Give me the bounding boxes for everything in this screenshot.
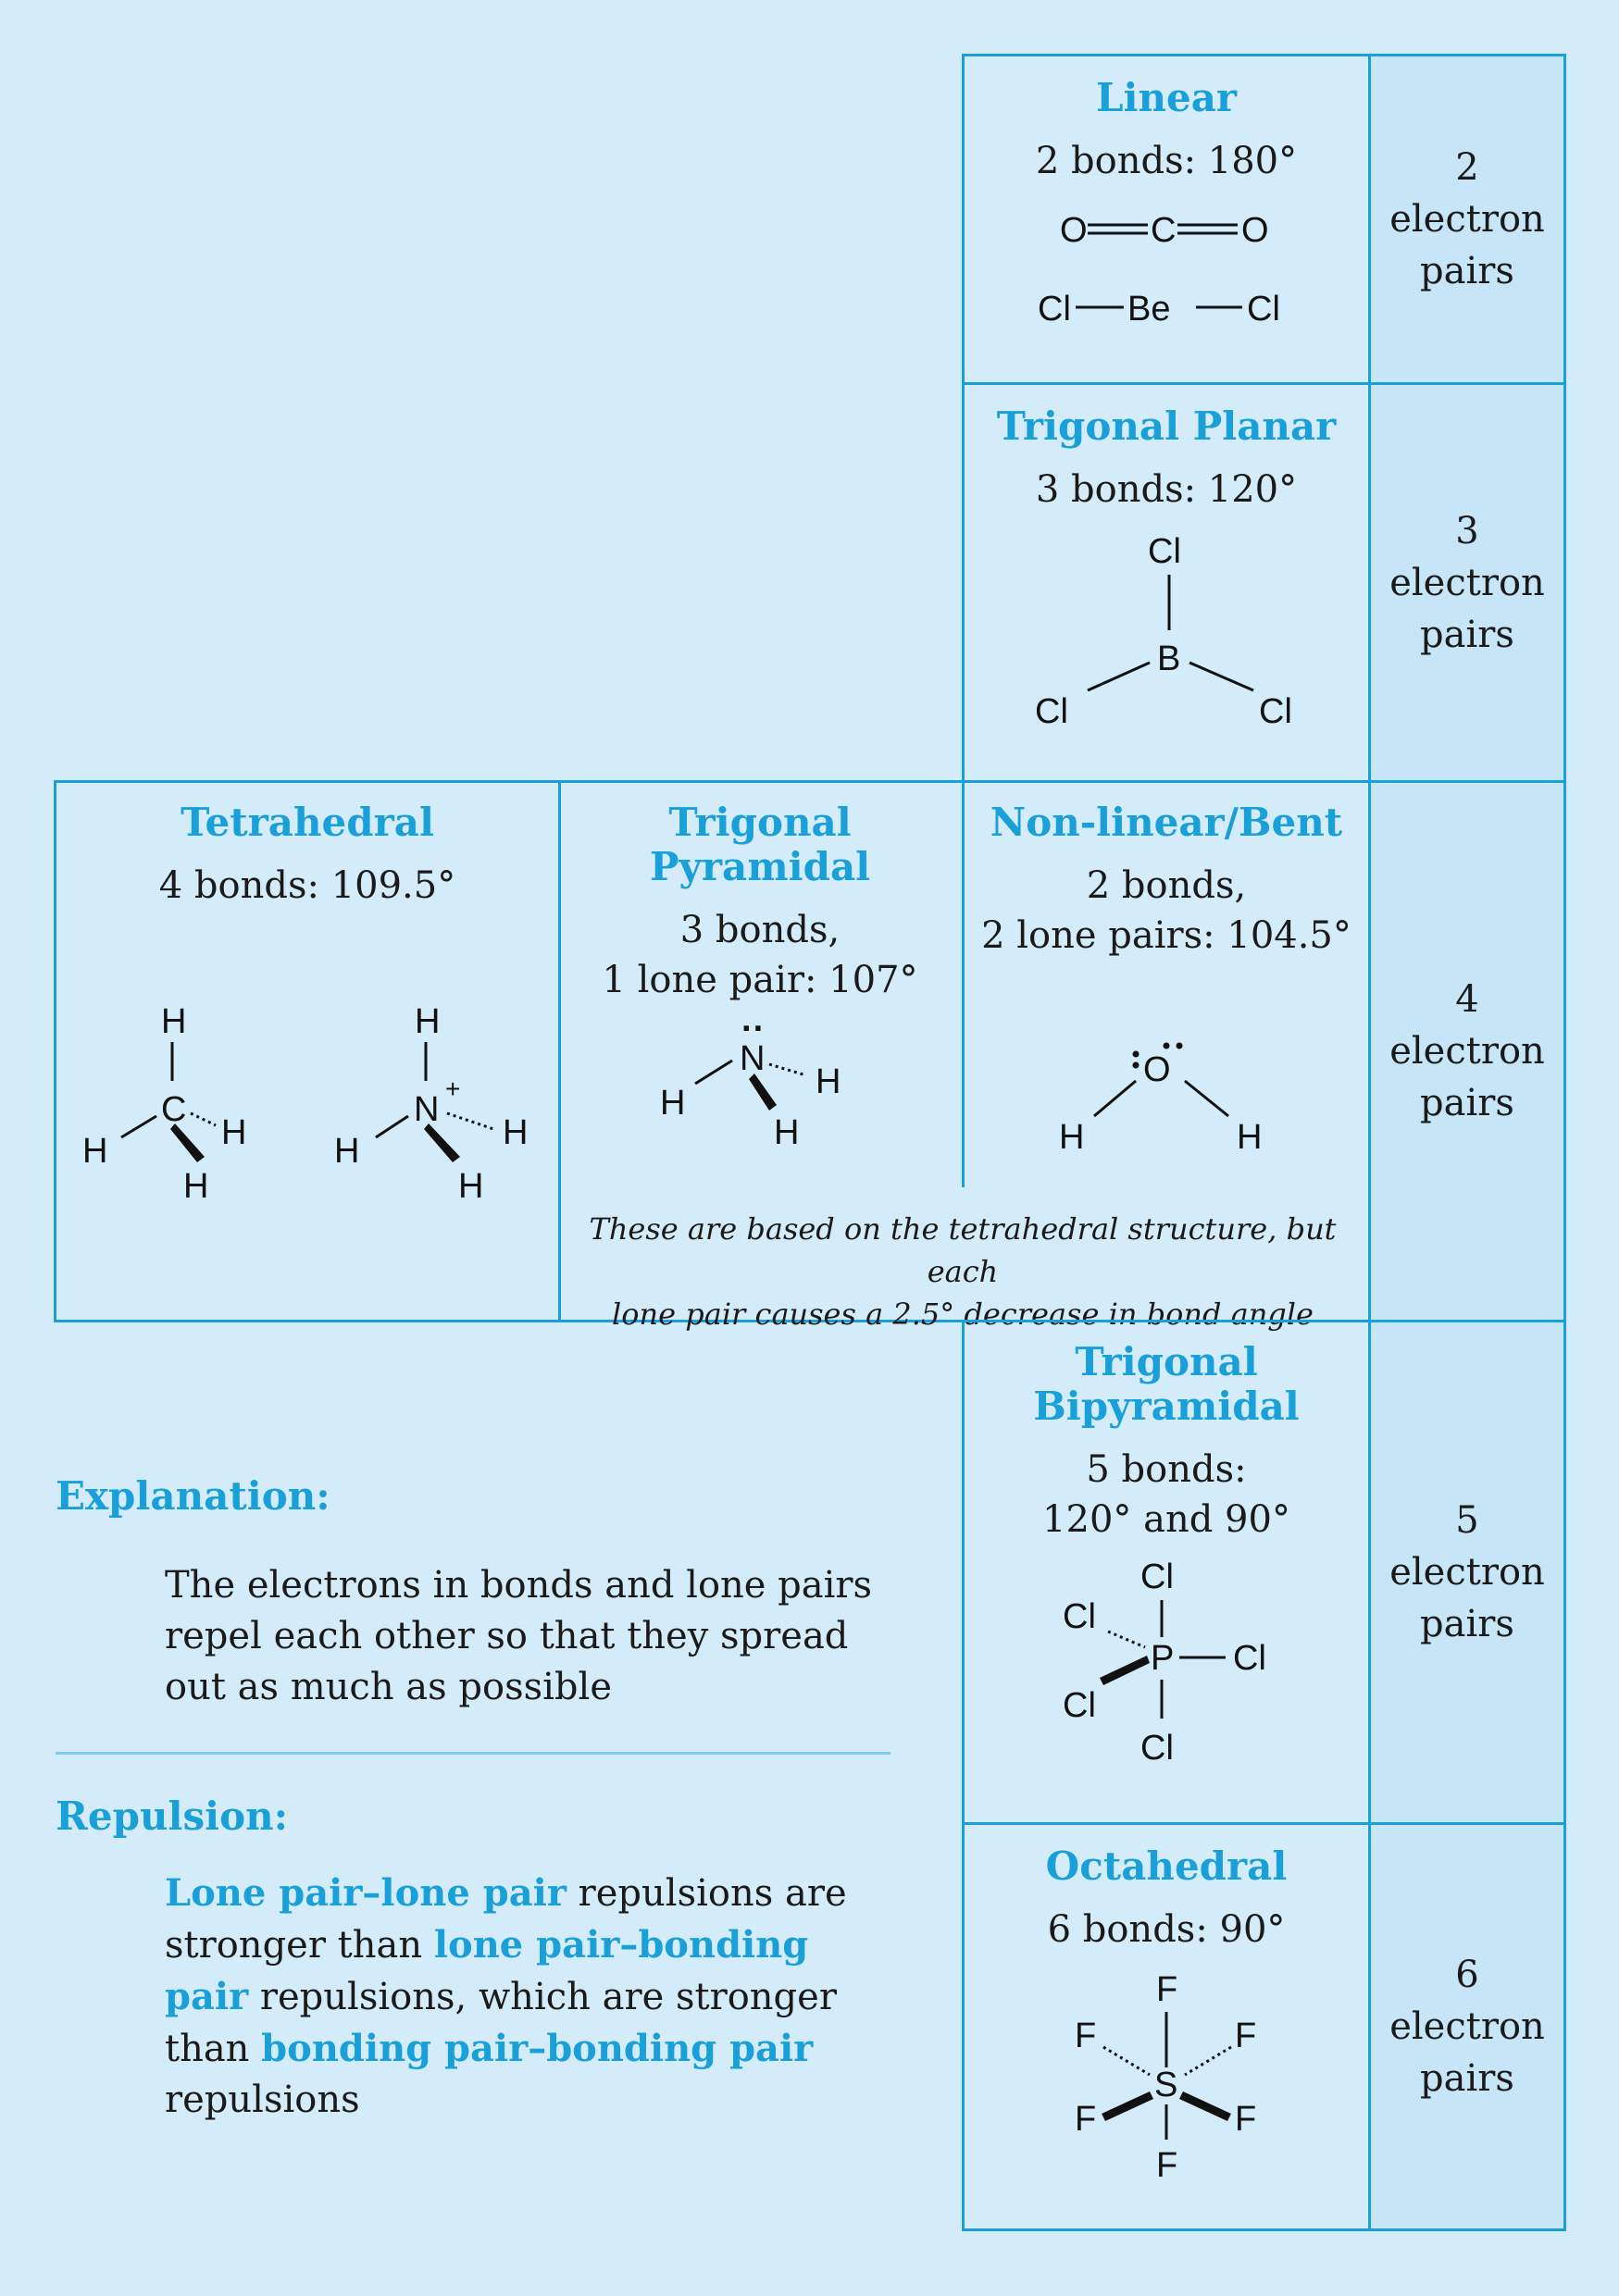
highlight-bonding-bonding: bonding pair–bonding pair (261, 2027, 814, 2070)
octahedral-bonds: 6 bonds: 90° (1047, 1908, 1286, 1951)
atom-be: Be (1127, 290, 1171, 329)
repulsion-heading: Repulsion: (56, 1793, 289, 1839)
bcl3-structure (965, 385, 1374, 786)
trigonal-pyramidal-bonds-1: 3 bonds, (679, 909, 841, 951)
tetrahedral-cell (54, 780, 561, 1322)
atom-f: F (1156, 2146, 1178, 2185)
atom-p: P (1151, 1639, 1175, 1678)
charge-plus: + (445, 1074, 461, 1103)
electron-pairs-2: 2 electron pairs (1368, 54, 1566, 385)
atom-h: H (161, 1002, 187, 1041)
atom-o: O (1060, 211, 1088, 250)
atom-b: B (1157, 639, 1181, 678)
atom-cl: Cl (1233, 1639, 1266, 1678)
atom-h: H (503, 1113, 529, 1152)
trigonal-planar-bonds: 3 bonds: 120° (1035, 468, 1298, 511)
atom-f: F (1075, 2100, 1097, 2139)
atom-cl: Cl (1148, 532, 1181, 571)
atom-h: H (660, 1084, 686, 1123)
nh3-structure (558, 783, 962, 1187)
explanation-text: The electrons in bonds and lone pairs repel each other so that they spread out as much as possible (165, 1564, 873, 1708)
explanation-heading: Explanation: (56, 1473, 330, 1519)
pcl5-structure (965, 1322, 1374, 1828)
becl2-structure (965, 56, 1374, 388)
trigonal-bipyramidal-bonds-1: 5 bonds: (1086, 1448, 1247, 1491)
electron-pairs-5: 5 electron pairs (1368, 1320, 1566, 1825)
atom-cl: Cl (1063, 1686, 1096, 1725)
atom-cl: Cl (1063, 1597, 1096, 1636)
linear-cell (962, 54, 1371, 385)
trigonal-pyramidal-title-1: Trigonal (668, 800, 852, 845)
atom-n: N (740, 1039, 766, 1078)
atom-h: H (221, 1113, 247, 1152)
section-divider (56, 1752, 890, 1755)
trigonal-planar-title: Trigonal Planar (996, 403, 1337, 449)
atom-o: O (1241, 211, 1269, 250)
bent-bonds-2: 2 lone pairs: 104.5° (981, 914, 1351, 957)
trigonal-pyramidal-cell (558, 783, 962, 1187)
atom-cl: Cl (1259, 692, 1292, 731)
sf6-structure (965, 1825, 1374, 2234)
tetrahedral-title: Tetrahedral (181, 800, 434, 845)
octahedral-cell (962, 1822, 1371, 2231)
electron-pairs-4: 4 electron pairs (1368, 780, 1566, 1322)
atom-cl: Cl (1247, 290, 1280, 329)
lone-pair-dots: ·· (741, 1010, 766, 1049)
atom-h: H (458, 1167, 484, 1206)
atom-f: F (1235, 2100, 1257, 2139)
highlight-lone-bonding: lone pair–bonding pair (165, 1923, 809, 2018)
bent-bonds-1: 2 bonds, (1086, 864, 1247, 907)
nh4-structure (56, 783, 564, 1325)
atom-s: S (1154, 2066, 1178, 2104)
atom-cl: Cl (1038, 290, 1071, 329)
atom-c: C (1151, 211, 1177, 250)
h2o-structure (965, 783, 1368, 1187)
atom-n: N (414, 1090, 440, 1129)
atom-h: H (334, 1132, 360, 1171)
atom-o: O (1143, 1050, 1171, 1089)
electron-pairs-6: 6 electron pairs (1368, 1822, 1566, 2231)
atom-h: H (183, 1167, 209, 1206)
atom-cl: Cl (1035, 692, 1068, 731)
atom-h: H (774, 1113, 800, 1152)
tetrahedral-note: These are based on the tetrahedral structure, but each lone pair causes a 2.5° decrease in bond angle (589, 1211, 1337, 1332)
trigonal-pyramidal-title-2: Pyramidal (649, 844, 871, 889)
trigonal-bipyramidal-title-1: Trigonal (1075, 1339, 1258, 1384)
highlight-lone-lone: Lone pair–lone pair (165, 1871, 567, 1915)
bent-title: Non-linear/Bent (990, 800, 1343, 845)
atom-f: F (1156, 1970, 1178, 2009)
atom-h: H (82, 1132, 108, 1171)
trigonal-bipyramidal-title-2: Bipyramidal (1033, 1384, 1300, 1429)
trigonal-bipyramidal-cell (962, 1320, 1371, 1825)
atom-h: H (415, 1002, 441, 1041)
trigonal-planar-cell (962, 382, 1371, 783)
atom-h: H (1237, 1118, 1263, 1157)
bent-cell (965, 783, 1368, 1187)
linear-title: Linear (1095, 75, 1238, 120)
atom-h: H (1059, 1118, 1085, 1157)
octahedral-title: Octahedral (1045, 1843, 1288, 1889)
atom-h: H (816, 1062, 841, 1101)
tetrahedral-bonds: 4 bonds: 109.5° (158, 864, 456, 907)
atom-cl: Cl (1140, 1558, 1174, 1596)
trigonal-bipyramidal-bonds-2: 120° and 90° (1042, 1498, 1290, 1541)
atom-f: F (1235, 2017, 1257, 2055)
repulsion-text: Lone pair–lone pair repulsions are stronger than lone pair–bonding pair repulsions, which are stronger than bonding pair–bonding pair repulsions (165, 1871, 847, 2121)
atom-c: C (161, 1090, 187, 1129)
atom-cl: Cl (1140, 1729, 1174, 1768)
trigonal-pyramidal-bonds-2: 1 lone pair: 107° (602, 959, 918, 1001)
atom-f: F (1075, 2017, 1097, 2055)
linear-bonds: 2 bonds: 180° (1035, 140, 1298, 182)
electron-pairs-3: 3 electron pairs (1368, 382, 1566, 783)
